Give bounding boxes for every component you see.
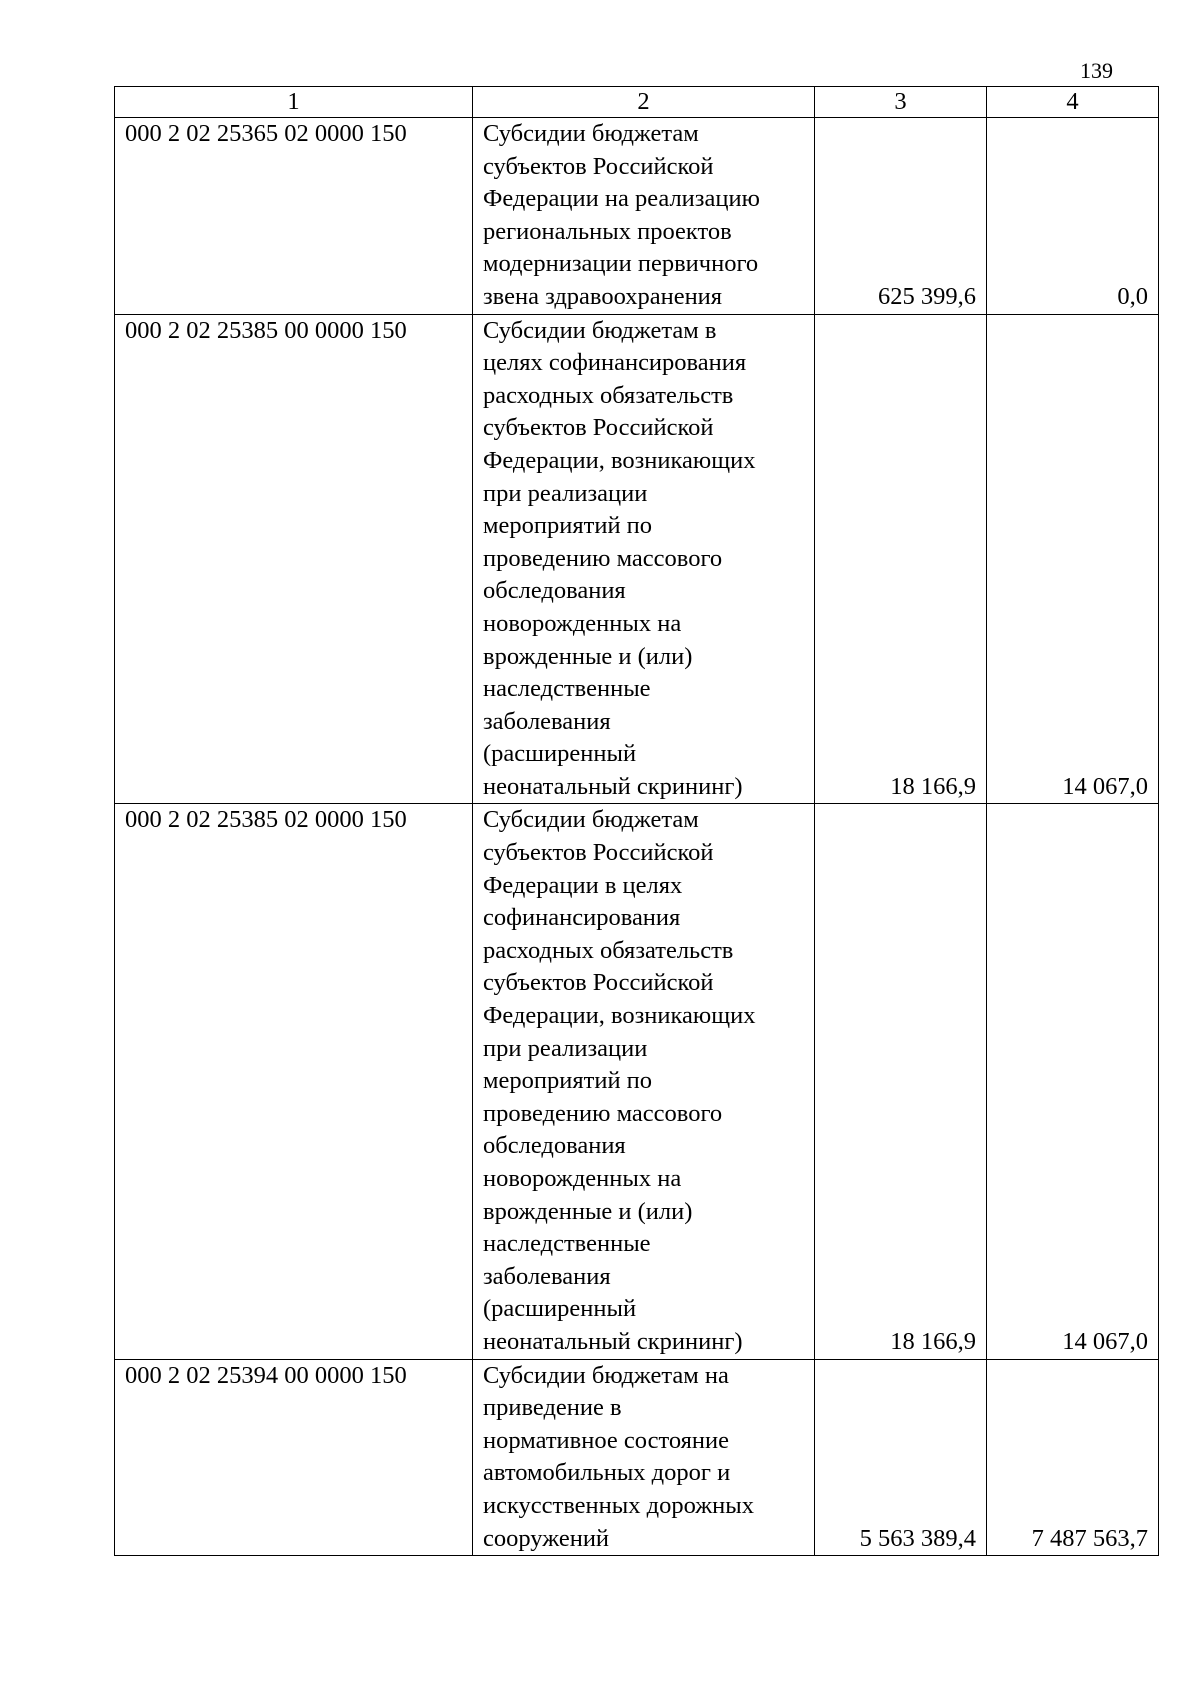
- column-header-3: 3: [815, 87, 987, 118]
- description-line: субъектов Российской: [483, 839, 714, 867]
- description-line: мероприятий по: [483, 512, 653, 540]
- budget-code-cell: 000 2 02 25394 00 0000 150: [115, 1359, 473, 1556]
- description-line: обследования: [483, 1132, 626, 1160]
- amount-col3-cell: 18 166,9: [815, 314, 987, 804]
- description-line: приведение в: [483, 1394, 622, 1422]
- amount-col3-cell: 625 399,6: [815, 118, 987, 315]
- table-header-row: [115, 87, 1159, 118]
- table-row: [115, 314, 1159, 804]
- description-line: софинансирования: [483, 904, 681, 932]
- description-line: наследственные: [483, 1230, 651, 1258]
- column-header-1: 1: [115, 87, 473, 118]
- description-cell: [473, 804, 815, 1359]
- description-line: Субсидии бюджетам на: [483, 1361, 729, 1389]
- description-line: при реализации: [483, 1034, 648, 1062]
- description-line: расходных обязательств: [483, 936, 734, 964]
- description-line: Субсидии бюджетам: [483, 120, 699, 147]
- amount-col3-cell: 5 563 389,4: [815, 1359, 987, 1556]
- amount-col4-cell: 0,0: [987, 118, 1159, 315]
- page-number: 139: [1080, 58, 1113, 83]
- description-line: (расширенный: [483, 1295, 637, 1323]
- budget-code-cell: 000 2 02 25385 02 0000 150: [115, 804, 473, 1359]
- description-line: нормативное состояние: [483, 1426, 730, 1454]
- description-line: целях софинансирования: [483, 349, 747, 377]
- description-line: новорожденных на: [483, 1165, 682, 1192]
- description-line: искусственных дорожных: [483, 1491, 754, 1519]
- description-line: наследственные: [483, 675, 651, 703]
- description-line: модернизации первичного: [483, 250, 759, 278]
- description-line: мероприятий по: [483, 1067, 653, 1095]
- budget-code-cell: 000 2 02 25365 02 0000 150: [115, 118, 473, 315]
- description-line: Федерации, возникающих: [483, 446, 756, 474]
- description-line: (расширенный: [483, 740, 637, 768]
- table-body: [115, 87, 1159, 1556]
- description-line: Субсидии бюджетам: [483, 806, 699, 834]
- description-line: Федерации на реализацию: [483, 185, 760, 213]
- description-line: при реализации: [483, 479, 648, 507]
- budget-table: [114, 86, 1159, 1556]
- description-line: обследования: [483, 577, 626, 605]
- description-line: Федерации, возникающих: [483, 1002, 756, 1030]
- description-line: автомобильных дорог и: [483, 1459, 731, 1487]
- description-line: заболевания: [483, 707, 611, 735]
- description-line: новорожденных на: [483, 609, 682, 637]
- description-cell: [473, 1359, 815, 1556]
- description-line: неонатальный скрининг): [483, 772, 743, 800]
- description-line: субъектов Российской: [483, 969, 714, 997]
- amount-col4-cell: 7 487 563,7: [987, 1359, 1159, 1556]
- description-cell: [473, 118, 815, 315]
- description-line: Федерации в целях: [483, 871, 683, 899]
- description-line: субъектов Российской: [483, 152, 714, 180]
- amount-col3-cell: 18 166,9: [815, 804, 987, 1359]
- description-line: расходных обязательств: [483, 381, 734, 409]
- description-line: проведению массового: [483, 1099, 723, 1127]
- table-row: [115, 804, 1159, 1359]
- description-line: субъектов Российской: [483, 414, 714, 442]
- table-row: [115, 118, 1159, 315]
- description-line: проведению массового: [483, 544, 723, 572]
- description-line: Субсидии бюджетам в: [483, 316, 717, 344]
- description-line: заболевания: [483, 1262, 611, 1290]
- description-line: звена здравоохранения: [483, 282, 723, 310]
- amount-col4-cell: 14 067,0: [987, 314, 1159, 804]
- description-line: сооружений: [483, 1524, 610, 1552]
- description-line: региональных проектов: [483, 217, 732, 245]
- description-line: врожденные и (или): [483, 1197, 693, 1225]
- column-header-2: 2: [473, 87, 815, 118]
- amount-col4-cell: 14 067,0: [987, 804, 1159, 1359]
- column-header-4: 4: [987, 87, 1159, 118]
- description-cell: [473, 314, 815, 804]
- description-line: врожденные и (или): [483, 642, 693, 670]
- budget-code-cell: 000 2 02 25385 00 0000 150: [115, 314, 473, 804]
- description-line: неонатальный скрининг): [483, 1327, 743, 1355]
- table-row: [115, 1359, 1159, 1556]
